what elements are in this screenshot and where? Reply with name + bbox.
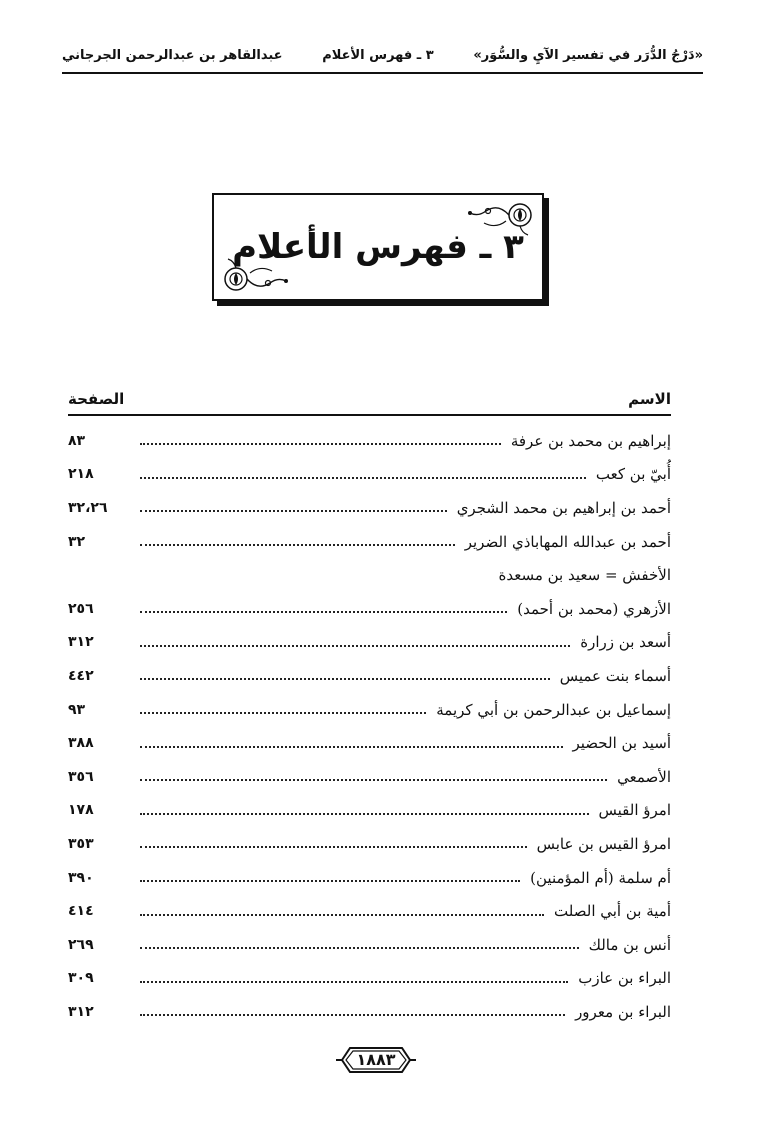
dot-leader bbox=[140, 610, 507, 613]
ornament-icon bbox=[462, 199, 536, 239]
entry-name: البراء بن عازب bbox=[578, 969, 671, 988]
entry-pages: ٤٤٢ bbox=[68, 667, 94, 684]
index-entry bbox=[68, 794, 671, 828]
dot-leader bbox=[140, 745, 563, 748]
dot-leader bbox=[140, 1013, 565, 1016]
header-book-title: «دَرْجُ الدُّرَر في تفسير الآيِ والسُّوَر» bbox=[473, 47, 703, 63]
entry-pages: ٢٦٩ bbox=[68, 936, 94, 953]
column-name-label: الاسم bbox=[628, 390, 671, 408]
entry-pages: ٣٩٠ bbox=[68, 869, 94, 886]
entry-name: الأصمعي bbox=[617, 767, 671, 786]
dot-leader bbox=[140, 778, 607, 781]
entry-pages: ٣٢ bbox=[68, 533, 86, 550]
entry-pages: ٣٥٦ bbox=[68, 768, 94, 785]
dot-leader bbox=[140, 543, 455, 546]
dot-leader bbox=[140, 980, 568, 983]
entry-pages: ٢٥٦ bbox=[68, 600, 94, 617]
entry-pages: ٩٣ bbox=[68, 701, 86, 718]
dot-leader bbox=[140, 476, 586, 479]
entry-name: امرؤ القيس بن عابس bbox=[536, 834, 671, 853]
index-entry bbox=[68, 995, 671, 1029]
index-entry bbox=[68, 693, 671, 727]
entry-pages: ٣١٢ bbox=[68, 1003, 94, 1020]
entry-name: أُبيّ بن كعب bbox=[595, 465, 671, 484]
entry-name: أحمد بن عبدالله المهاباذي الضرير bbox=[464, 532, 671, 551]
entry-pages: ٢١٨ bbox=[68, 466, 94, 483]
dot-leader bbox=[140, 879, 520, 882]
index-entry bbox=[68, 458, 671, 492]
index-entry bbox=[68, 558, 671, 592]
entry-name: أحمد بن إبراهيم بن محمد الشجري bbox=[456, 498, 671, 517]
entry-pages: ٣٥٣ bbox=[68, 835, 94, 852]
index-entry bbox=[68, 726, 671, 760]
header-section: ٣ ـ فهرس الأعلام bbox=[322, 47, 434, 63]
entry-name: أسماء بنت عميس bbox=[559, 666, 671, 685]
index-entry bbox=[68, 827, 671, 861]
running-header bbox=[62, 38, 703, 74]
entry-name: الأخفش = سعيد بن مسعدة bbox=[498, 566, 671, 585]
dot-leader bbox=[140, 644, 570, 647]
entry-name: امرؤ القيس bbox=[598, 801, 671, 820]
index-entry bbox=[68, 491, 671, 525]
dot-leader bbox=[140, 913, 544, 916]
dot-leader bbox=[140, 509, 447, 512]
entry-name: إبراهيم بن محمد بن عرفة bbox=[510, 431, 671, 450]
title-box bbox=[212, 193, 544, 301]
index-entry bbox=[68, 626, 671, 660]
entry-pages: ١٧٨ bbox=[68, 802, 94, 819]
entry-name: أسعد بن زرارة bbox=[580, 633, 671, 652]
index-entry bbox=[68, 659, 671, 693]
dot-leader bbox=[140, 845, 527, 848]
index-entry bbox=[68, 861, 671, 895]
index-entry bbox=[68, 424, 671, 458]
page-number-badge bbox=[336, 1045, 416, 1075]
entry-name: الأزهري (محمد بن أحمد) bbox=[517, 599, 671, 618]
entry-pages: ٣١٢ bbox=[68, 634, 94, 651]
entry-pages: ٣٨٨ bbox=[68, 735, 94, 752]
index-entry bbox=[68, 928, 671, 962]
entry-name: أمية بن أبي الصلت bbox=[554, 902, 671, 921]
entry-name: أسيد بن الحضير bbox=[572, 734, 671, 753]
entry-pages: ٣٢،٢٦ bbox=[68, 499, 108, 516]
ornament-icon bbox=[220, 255, 294, 295]
page-title: ٣ ـ فهرس الأعلام bbox=[232, 227, 524, 267]
entry-pages: ٤١٤ bbox=[68, 903, 94, 920]
index-entry bbox=[68, 592, 671, 626]
dot-leader bbox=[140, 677, 550, 680]
dot-leader bbox=[140, 812, 589, 815]
column-page-label: الصفحة bbox=[68, 390, 125, 408]
dot-leader bbox=[140, 946, 579, 949]
index-entry bbox=[68, 525, 671, 559]
header-author: عبدالقاهر بن عبدالرحمن الجرجاني bbox=[62, 47, 283, 63]
entry-name: أم سلمة (أم المؤمنين) bbox=[530, 868, 671, 887]
entry-name: أنس بن مالك bbox=[588, 935, 671, 954]
index-entry bbox=[68, 760, 671, 794]
entry-name: إسماعيل بن عبدالرحمن بن أبي كريمة bbox=[436, 700, 671, 719]
column-header bbox=[68, 378, 671, 416]
index-list bbox=[68, 424, 671, 1029]
dot-leader bbox=[140, 711, 426, 714]
entry-pages: ٨٣ bbox=[68, 432, 86, 449]
index-entry bbox=[68, 962, 671, 996]
index-entry bbox=[68, 894, 671, 928]
page-number: ١٨٨٣ bbox=[356, 1050, 396, 1069]
entry-pages: ٣٠٩ bbox=[68, 970, 94, 987]
dot-leader bbox=[140, 442, 501, 445]
entry-name: البراء بن معرور bbox=[575, 1002, 671, 1021]
